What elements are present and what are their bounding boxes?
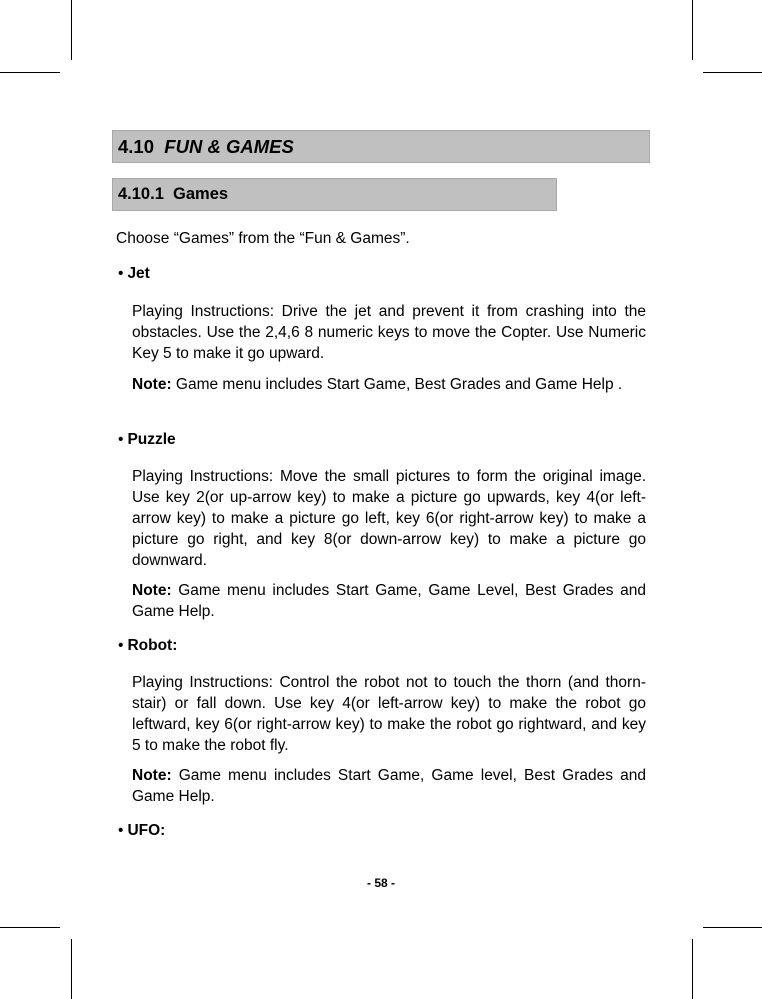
crop-mark	[692, 0, 693, 60]
crop-mark	[71, 0, 72, 60]
crop-mark	[703, 927, 762, 928]
game-name: Robot:	[127, 637, 178, 654]
subsection-heading	[112, 178, 557, 211]
game-heading-robot	[118, 635, 177, 656]
intro-text: Choose “Games” from the “Fun & Games”.	[116, 230, 410, 247]
page-number: - 58 -	[366, 876, 395, 890]
game-note-jet	[132, 374, 646, 395]
note-text: Game menu includes Start Game, Best Grades and Game Help .	[175, 376, 623, 393]
bullet-dot: •	[118, 637, 124, 654]
crop-mark	[71, 939, 72, 999]
bullet-dot: •	[118, 822, 124, 839]
subsection-number: 4.10.1	[118, 185, 164, 203]
game-note-robot	[132, 765, 646, 807]
note-text: Game menu includes Start Game, Game level, Best Grades and Game Help.	[132, 767, 646, 805]
game-name: UFO:	[127, 822, 166, 839]
game-heading-jet	[118, 263, 150, 284]
crop-mark	[0, 72, 60, 73]
game-instructions-jet: Playing Instructions: Drive the jet and prevent it from crashing into the obstacles. Use the 2,4,6 8 numeric keys to move the Copter. Use Numeric Key 5 to make it go upward.	[132, 303, 646, 362]
crop-mark	[0, 927, 60, 928]
game-note-puzzle	[132, 580, 646, 622]
bullet-dot: •	[118, 431, 124, 448]
crop-mark	[703, 72, 762, 73]
note-label: Note:	[132, 767, 172, 784]
section-title: FUN & GAMES	[164, 135, 294, 157]
bullet-dot: •	[118, 265, 124, 282]
note-label: Note:	[132, 376, 172, 393]
game-instructions-robot: Playing Instructions: Control the robot not to touch the thorn (and thorn-stair) or fall down. Use key 4(or left-arrow key) to make the robot go leftward, key 6(or right-arrow key) to make the robot go rightward, and key 5 to make the robot fly.	[132, 674, 646, 754]
subsection-title: Games	[173, 185, 229, 203]
crop-mark	[692, 939, 693, 999]
game-name: Puzzle	[127, 431, 176, 448]
section-number: 4.10	[118, 135, 155, 157]
game-instructions-puzzle: Playing Instructions: Move the small pictures to form the original image. Use key 2(or up-arrow key) to make a picture go upwards, key 4(or left-arrow key) to make a picture go left, key 6(or right-arrow key) to make a picture go right, and key 8(or down-arrow key) to make a picture go downward.	[132, 468, 646, 569]
note-text: Game menu includes Start Game, Game Level, Best Grades and Game Help.	[132, 582, 646, 620]
game-heading-puzzle	[118, 429, 176, 450]
section-heading	[112, 130, 650, 163]
note-label: Note:	[132, 582, 172, 599]
game-heading-ufo	[118, 820, 165, 841]
game-name: Jet	[127, 265, 150, 282]
